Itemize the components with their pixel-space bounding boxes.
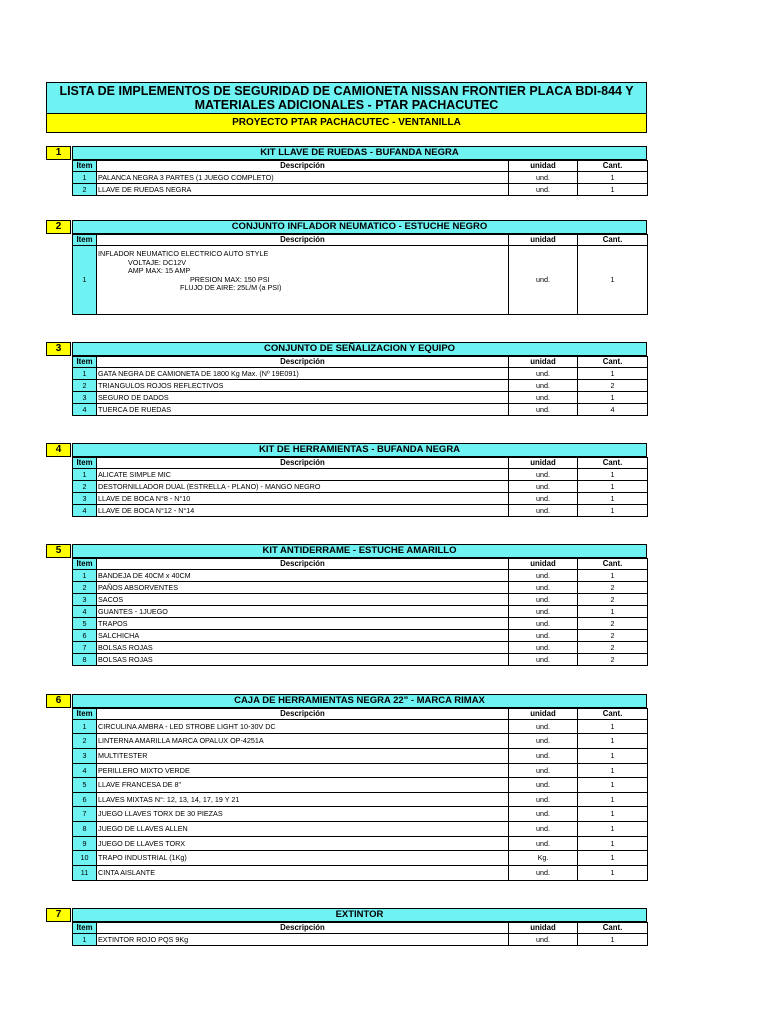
item-quantity: 1 <box>578 807 648 822</box>
item-quantity: 2 <box>578 642 648 654</box>
item-description: SACOS <box>97 594 509 606</box>
item-number: 11 <box>73 866 97 881</box>
item-quantity: 1 <box>578 851 648 866</box>
item-number: 1 <box>73 720 97 734</box>
item-quantity: 1 <box>578 392 648 404</box>
quantity-column-header: Cant. <box>578 559 648 570</box>
item-quantity: 2 <box>578 630 648 642</box>
item-description-cell <box>97 246 509 315</box>
section-title: KIT LLAVE DE RUEDAS - BUFANDA NEGRA <box>72 146 647 160</box>
item-column-header: Item <box>73 357 97 368</box>
item-number: 4 <box>73 606 97 618</box>
item-unit: und. <box>509 481 578 493</box>
table-header-row <box>73 357 648 368</box>
item-unit: und. <box>509 594 578 606</box>
item-unit: und. <box>509 380 578 392</box>
section-title: KIT DE HERRAMIENTAS - BUFANDA NEGRA <box>72 443 647 457</box>
item-quantity: 1 <box>578 606 648 618</box>
table-row <box>73 793 648 807</box>
item-number: 2 <box>73 380 97 392</box>
item-quantity: 1 <box>578 481 648 493</box>
unit-column-header: unidad <box>509 709 578 720</box>
item-column-header: Item <box>73 458 97 469</box>
table-row <box>73 184 648 196</box>
item-quantity: 1 <box>578 778 648 793</box>
item-number: 3 <box>73 392 97 404</box>
table-row <box>73 505 648 517</box>
unit-column-header: unidad <box>509 559 578 570</box>
table-row <box>73 380 648 392</box>
description-column-header: Descripción <box>97 458 509 469</box>
item-quantity: 1 <box>578 246 648 315</box>
item-quantity: 2 <box>578 594 648 606</box>
table-row <box>73 749 648 764</box>
table-row <box>73 764 648 778</box>
item-column-header: Item <box>73 709 97 720</box>
quantity-column-header: Cant. <box>578 235 648 246</box>
item-unit: und. <box>509 778 578 793</box>
item-number: 3 <box>73 749 97 764</box>
table-row <box>73 734 648 749</box>
section-title: CONJUNTO INFLADOR NEUMATICO - ESTUCHE NEGRO <box>72 220 647 234</box>
item-description: JUEGO DE LLAVES TORX <box>97 837 509 851</box>
project-name: PROYECTO PTAR PACHACUTEC - VENTANILLA <box>46 114 647 133</box>
item-description: BOLSAS ROJAS <box>97 654 509 666</box>
item-description: JUEGO DE LLAVES ALLEN <box>97 822 509 837</box>
item-quantity: 1 <box>578 793 648 807</box>
quantity-column-header: Cant. <box>578 458 648 469</box>
table-row <box>73 618 648 630</box>
item-number: 1 <box>73 246 97 315</box>
item-unit: und. <box>509 469 578 481</box>
item-description: CINTA AISLANTE <box>97 866 509 881</box>
item-description: BOLSAS ROJAS <box>97 642 509 654</box>
unit-column-header: unidad <box>509 235 578 246</box>
section-3 <box>46 342 647 416</box>
section-title: EXTINTOR <box>72 908 647 922</box>
item-unit: und. <box>509 505 578 517</box>
item-column-header: Item <box>73 923 97 934</box>
quantity-column-header: Cant. <box>578 923 648 934</box>
item-unit: und. <box>509 618 578 630</box>
item-description: PERILLERO MIXTO VERDE <box>97 764 509 778</box>
item-number: 7 <box>73 807 97 822</box>
items-table <box>72 922 648 946</box>
section-number: 2 <box>46 220 71 234</box>
item-quantity: 1 <box>578 734 648 749</box>
item-unit: und. <box>509 630 578 642</box>
item-unit: und. <box>509 934 578 946</box>
quantity-column-header: Cant. <box>578 709 648 720</box>
item-unit: Kg. <box>509 851 578 866</box>
section-5 <box>46 544 647 666</box>
table-row <box>73 720 648 734</box>
unit-column-header: unidad <box>509 161 578 172</box>
item-description: GATA NEGRA DE CAMIONETA DE 1800 Kg Max. (Nº 19E091) <box>97 368 509 380</box>
description-column-header: Descripción <box>97 923 509 934</box>
item-unit: und. <box>509 720 578 734</box>
item-description: EXTINTOR ROJO PQS 9Kg <box>97 934 509 946</box>
item-unit: und. <box>509 764 578 778</box>
description-column-header: Descripción <box>97 559 509 570</box>
description-column-header: Descripción <box>97 235 509 246</box>
item-quantity: 1 <box>578 934 648 946</box>
section-number: 4 <box>46 443 71 457</box>
item-description: LLAVE DE BOCA N°12 - N°14 <box>97 505 509 517</box>
item-description: PALANCA NEGRA 3 PARTES (1 JUEGO COMPLETO) <box>97 172 509 184</box>
table-row <box>73 481 648 493</box>
item-quantity: 1 <box>578 493 648 505</box>
item-number: 2 <box>73 481 97 493</box>
items-table <box>72 356 648 416</box>
section-title: CONJUNTO DE SEÑALIZACION Y EQUIPO <box>72 342 647 356</box>
item-description: LLAVES MIXTAS N°: 12, 13, 14, 17, 19 Y 21 <box>97 793 509 807</box>
table-header-row <box>73 923 648 934</box>
item-number: 8 <box>73 654 97 666</box>
item-quantity: 1 <box>578 749 648 764</box>
item-description: CIRCULINA AMBRA - LED STROBE LIGHT 10-30V DC <box>97 720 509 734</box>
table-row <box>73 172 648 184</box>
item-column-header: Item <box>73 559 97 570</box>
table-row <box>73 630 648 642</box>
item-unit: und. <box>509 822 578 837</box>
table-row <box>73 570 648 582</box>
item-spec-line: FLUJO DE AIRE: 25L/M (a PSI) <box>180 283 282 292</box>
item-description: GUANTES - 1JUEGO <box>97 606 509 618</box>
item-quantity: 1 <box>578 822 648 837</box>
table-row <box>73 934 648 946</box>
table-header-row <box>73 235 648 246</box>
items-table <box>72 708 648 881</box>
item-number: 1 <box>73 934 97 946</box>
table-row <box>73 582 648 594</box>
item-column-header: Item <box>73 161 97 172</box>
section-header <box>46 220 647 234</box>
item-number: 3 <box>73 594 97 606</box>
table-row <box>73 392 648 404</box>
item-description: TRIANGULOS ROJOS REFLECTIVOS <box>97 380 509 392</box>
quantity-column-header: Cant. <box>578 161 648 172</box>
item-number: 2 <box>73 184 97 196</box>
table-row <box>73 654 648 666</box>
section-number: 6 <box>46 694 71 708</box>
item-description: PAÑOS ABSORVENTES <box>97 582 509 594</box>
item-number: 2 <box>73 734 97 749</box>
item-number: 4 <box>73 404 97 416</box>
item-quantity: 2 <box>578 618 648 630</box>
description-column-header: Descripción <box>97 161 509 172</box>
item-unit: und. <box>509 749 578 764</box>
item-unit: und. <box>509 392 578 404</box>
item-number: 3 <box>73 493 97 505</box>
section-title: CAJA DE HERRAMIENTAS NEGRA 22" - MARCA RIMAX <box>72 694 647 708</box>
item-description: DESTORNILLADOR DUAL (ESTRELLA - PLANO) - MANGO NEGRO <box>97 481 509 493</box>
unit-column-header: unidad <box>509 458 578 469</box>
unit-column-header: unidad <box>509 357 578 368</box>
items-table <box>72 558 648 666</box>
table-header-row <box>73 458 648 469</box>
section-4 <box>46 443 647 517</box>
item-number: 1 <box>73 570 97 582</box>
item-number: 7 <box>73 642 97 654</box>
table-header-row <box>73 161 648 172</box>
item-description: TRAPOS <box>97 618 509 630</box>
table-header-row <box>73 709 648 720</box>
item-spec-line: VOLTAJE: DC12V <box>128 257 187 267</box>
item-quantity: 2 <box>578 654 648 666</box>
item-quantity: 1 <box>578 570 648 582</box>
item-number: 4 <box>73 764 97 778</box>
item-number: 8 <box>73 822 97 837</box>
item-description: LLAVE FRANCESA DE 8" <box>97 778 509 793</box>
section-title: KIT ANTIDERRAME - ESTUCHE AMARILLO <box>72 544 647 558</box>
table-row <box>73 469 648 481</box>
item-description: TUERCA DE RUEDAS <box>97 404 509 416</box>
item-unit: und. <box>509 184 578 196</box>
table-row <box>73 822 648 837</box>
section-header <box>46 443 647 457</box>
description-column-header: Descripción <box>97 709 509 720</box>
item-number: 1 <box>73 469 97 481</box>
item-spec-line: AMP MAX: 15 AMP <box>128 266 191 275</box>
unit-column-header: unidad <box>509 923 578 934</box>
item-number: 9 <box>73 837 97 851</box>
section-1 <box>46 146 647 196</box>
section-header <box>46 908 647 922</box>
table-row <box>73 594 648 606</box>
items-table <box>72 234 648 315</box>
item-unit: und. <box>509 654 578 666</box>
item-unit: und. <box>509 570 578 582</box>
section-7 <box>46 908 647 946</box>
section-header <box>46 342 647 356</box>
item-unit: und. <box>509 837 578 851</box>
item-description: MULTITESTER <box>97 749 509 764</box>
document-title: LISTA DE IMPLEMENTOS DE SEGURIDAD DE CAMIONETA NISSAN FRONTIER PLACA BDI-844 Y MATERIALES ADICIONALES - PTAR PACHACUTEC <box>46 82 647 114</box>
item-unit: und. <box>509 642 578 654</box>
item-unit: und. <box>509 866 578 881</box>
item-unit: und. <box>509 606 578 618</box>
item-number: 2 <box>73 582 97 594</box>
item-spec-line: PRESION MAX: 150 PSI <box>190 274 270 284</box>
items-table <box>72 457 648 517</box>
table-row <box>73 851 648 866</box>
item-unit: und. <box>509 246 578 315</box>
item-quantity: 2 <box>578 582 648 594</box>
item-number: 5 <box>73 618 97 630</box>
item-unit: und. <box>509 582 578 594</box>
section-number: 7 <box>46 908 71 922</box>
item-quantity: 1 <box>578 368 648 380</box>
item-description: INFLADOR NEUMATICO ELECTRICO AUTO STYLE <box>98 249 269 258</box>
item-unit: und. <box>509 807 578 822</box>
description-column-header: Descripción <box>97 357 509 368</box>
item-number: 4 <box>73 505 97 517</box>
table-row <box>73 493 648 505</box>
item-description: SEGURO DE DADOS <box>97 392 509 404</box>
item-quantity: 1 <box>578 184 648 196</box>
item-description: SALCHICHA <box>97 630 509 642</box>
table-row <box>73 642 648 654</box>
item-column-header: Item <box>73 235 97 246</box>
items-table <box>72 160 648 196</box>
table-row <box>73 368 648 380</box>
section-6 <box>46 694 647 881</box>
item-unit: und. <box>509 734 578 749</box>
item-unit: und. <box>509 368 578 380</box>
item-quantity: 2 <box>578 380 648 392</box>
quantity-column-header: Cant. <box>578 357 648 368</box>
table-row <box>73 837 648 851</box>
item-description: JUEGO LLAVES TORX DE 30 PIEZAS <box>97 807 509 822</box>
item-number: 6 <box>73 630 97 642</box>
table-row <box>73 866 648 881</box>
item-quantity: 1 <box>578 469 648 481</box>
item-description: LINTERNA AMARILLA MARCA OPALUX OP-4251A <box>97 734 509 749</box>
item-number: 1 <box>73 368 97 380</box>
section-number: 5 <box>46 544 71 558</box>
item-quantity: 1 <box>578 866 648 881</box>
item-number: 5 <box>73 778 97 793</box>
item-quantity: 1 <box>578 837 648 851</box>
item-description: LLAVE DE RUEDAS NEGRA <box>97 184 509 196</box>
table-row <box>73 807 648 822</box>
table-header-row <box>73 559 648 570</box>
item-description: BANDEJA DE 40CM x 40CM <box>97 570 509 582</box>
item-unit: und. <box>509 172 578 184</box>
item-description: TRAPO INDUSTRIAL (1Kg) <box>97 851 509 866</box>
table-row <box>73 606 648 618</box>
item-description: ALICATE SIMPLE MIC <box>97 469 509 481</box>
section-header <box>46 544 647 558</box>
table-row <box>73 404 648 416</box>
item-number: 6 <box>73 793 97 807</box>
item-description: LLAVE DE BOCA N°8 - N°10 <box>97 493 509 505</box>
item-number: 10 <box>73 851 97 866</box>
item-quantity: 1 <box>578 172 648 184</box>
section-number: 3 <box>46 342 71 356</box>
item-unit: und. <box>509 404 578 416</box>
item-quantity: 1 <box>578 505 648 517</box>
table-row <box>73 778 648 793</box>
item-unit: und. <box>509 793 578 807</box>
section-2 <box>46 220 647 315</box>
table-row <box>73 246 648 315</box>
item-quantity: 4 <box>578 404 648 416</box>
section-header <box>46 146 647 160</box>
item-quantity: 1 <box>578 720 648 734</box>
item-unit: und. <box>509 493 578 505</box>
section-header <box>46 694 647 708</box>
section-number: 1 <box>46 146 71 160</box>
item-quantity: 1 <box>578 764 648 778</box>
item-number: 1 <box>73 172 97 184</box>
